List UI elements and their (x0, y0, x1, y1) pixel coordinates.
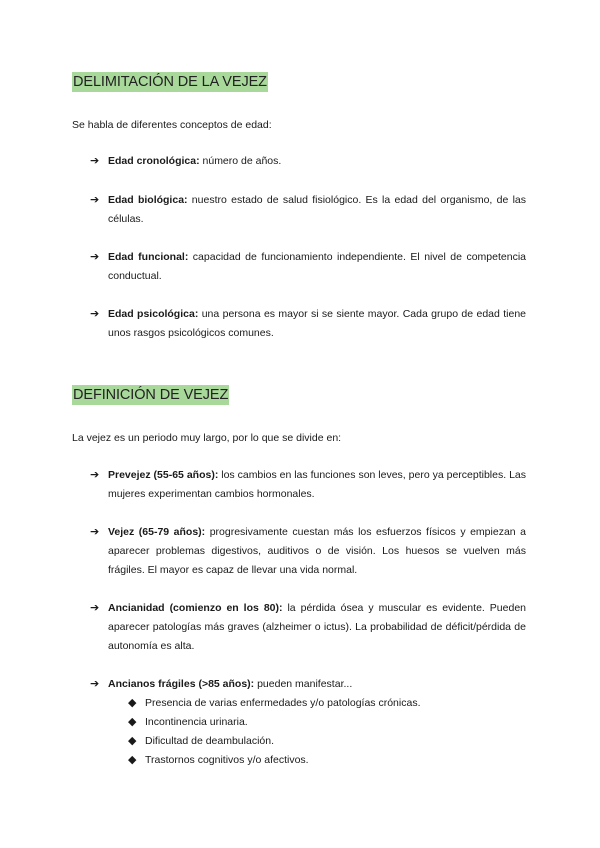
diamond-bullet-icon: ◆ (128, 735, 137, 747)
list-item (90, 305, 526, 343)
sub-item-text: Presencia de varias enfermedades y/o patologías crónicas. (145, 697, 421, 709)
item-text: número de años. (199, 155, 282, 167)
item-text: nuestro estado de salud fisiológico. Es la edad del organismo, de las células. (108, 194, 526, 225)
section-heading-delimitacion: DELIMITACIÓN DE LA VEJEZ (73, 74, 267, 90)
sub-item-text: Trastornos cognitivos y/o afectivos. (145, 754, 309, 766)
list-item (90, 466, 526, 504)
arrow-icon: ➔ (90, 602, 100, 614)
item-term: Edad funcional: (108, 251, 189, 263)
arrow-icon: ➔ (90, 526, 100, 538)
section1-intro: Se habla de diferentes conceptos de edad: (72, 119, 272, 131)
arrow-icon: ➔ (90, 194, 100, 206)
diamond-bullet-icon: ◆ (128, 716, 137, 728)
item-term: Vejez (65-79 años): (108, 526, 206, 538)
list-item (90, 152, 526, 171)
arrow-icon: ➔ (90, 678, 100, 690)
item-term: Ancianos frágiles (>85 años): (108, 678, 255, 690)
list-item (90, 191, 526, 229)
sub-item-text: Dificultad de deambulación. (145, 735, 274, 747)
item-text: progresivamente cuestan más los esfuerzos físicos y empiezan a aparecer problemas digestivos, auditivos o de visión. Los huesos se vuelven más frágiles. El mayor es capaz de llevar una vida normal. (108, 526, 526, 576)
sub-list-item (128, 713, 248, 732)
diamond-bullet-icon: ◆ (128, 754, 137, 766)
item-term: Edad psicológica: (108, 308, 199, 320)
arrow-icon: ➔ (90, 469, 100, 481)
arrow-icon: ➔ (90, 308, 100, 320)
list-item (90, 599, 526, 656)
sub-list-item (128, 732, 274, 751)
item-text: capacidad de funcionamiento independiente. El nivel de competencia conductual. (108, 251, 526, 282)
sub-list-item (128, 694, 421, 713)
item-term: Edad cronológica: (108, 155, 200, 167)
item-text: la pérdida ósea y muscular es evidente. Pueden aparecer patologías más graves (alzheimer o ictus). La probabilidad de déficit/pérdida de autonomía es alta. (108, 602, 526, 652)
section2-intro: La vejez es un periodo muy largo, por lo que se divide en: (72, 432, 342, 444)
arrow-icon: ➔ (90, 251, 100, 263)
list-item (90, 675, 526, 694)
item-text: una persona es mayor si se siente mayor. Cada grupo de edad tiene unos rasgos psicológicos comunes. (108, 308, 526, 339)
section-heading-definicion: DEFINICIÓN DE VEJEZ (73, 387, 229, 403)
item-text: pueden manifestar... (254, 678, 353, 690)
list-item (90, 248, 526, 286)
list-item (90, 523, 526, 580)
sub-list-item (128, 751, 309, 770)
item-text: los cambios en las funciones son leves, pero ya perceptibles. Las mujeres experimentan cambios hormonales. (108, 469, 526, 500)
item-term: Prevejez (55-65 años): (108, 469, 219, 481)
sub-item-text: Incontinencia urinaria. (145, 716, 248, 728)
item-term: Ancianidad (comienzo en los 80): (108, 602, 283, 614)
diamond-bullet-icon: ◆ (128, 697, 137, 709)
item-term: Edad biológica: (108, 194, 188, 206)
arrow-icon: ➔ (90, 155, 100, 167)
